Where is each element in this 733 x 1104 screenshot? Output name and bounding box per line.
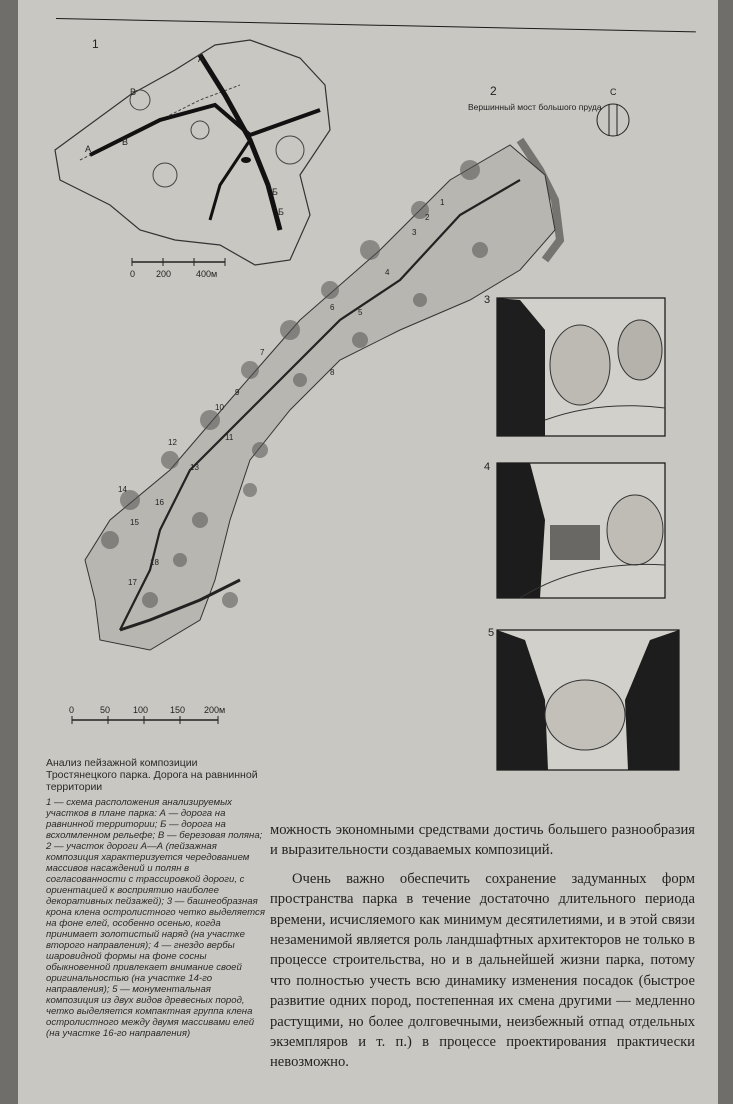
path-number-18: 18 xyxy=(150,558,159,567)
path-number-17: 17 xyxy=(128,578,137,587)
paragraph-continuation: можность экономными средствами достичь большего разнообразия и выразительности создаваемых композиций. xyxy=(270,822,695,859)
caption-body: 1 — схема расположения анализируемых участков в плане парка: А — дорога на равнинной территории; Б — дорога на всхолмленном рельефе; В — березовая поляна; 2 — участок дороги А—А (пейзажная композиция характеризуется чередованием массивов насаждений и полян в согласованности с трассировкой дороги, с ориентацией к восприятию наиболее декоративных пейзажей); 3 — башнеобразная крона клена остролистного четко выделяется на фоне елей, особенно осенью, когда принимает золотистый наряд (на участке второго направления); 4 — гнездо вербы шаровидной формы на фоне сосны обыкновенной привлекает внимание своей оригинальностью (на участке 14-го направления); 5 — монументальная композиция из двух видов древесных пород, четко выделяется компактная группа клена остролистного между двумя массивами елей (на участке 16-го направления) xyxy=(46,797,265,1039)
fig5-number: 5 xyxy=(488,627,495,639)
caption-title: Анализ пейзажной композиции Тростянецкого парка. Дорога на равнинной территории xyxy=(46,757,258,793)
path-number-1: 1 xyxy=(440,198,445,207)
path-number-12: 12 xyxy=(168,438,177,447)
park-plan-figure xyxy=(55,37,330,279)
path-number-5: 5 xyxy=(358,308,363,317)
large-scale-150: 150 xyxy=(170,705,186,715)
figure-caption xyxy=(46,757,266,1039)
large-scale-100: 100 xyxy=(133,705,149,715)
large-scale-200: 200м xyxy=(204,705,226,715)
plan-label-a1: А xyxy=(85,144,92,154)
bridge-label: Вершинный мост большого пруда xyxy=(468,102,602,112)
sketch-4-figure xyxy=(484,461,665,598)
sketch-3-figure xyxy=(484,294,665,436)
path-number-3: 3 xyxy=(412,228,417,237)
path-number-8: 8 xyxy=(330,368,335,377)
small-scale-200: 200 xyxy=(156,269,172,279)
path-number-14: 14 xyxy=(118,485,127,494)
sketch-5-figure xyxy=(488,627,679,770)
body-text xyxy=(270,820,695,1073)
fig2-number: 2 xyxy=(490,84,497,98)
plan-label-b1: Б xyxy=(272,187,278,197)
path-number-9: 9 xyxy=(235,388,240,397)
fig3-number: 3 xyxy=(484,294,491,306)
large-scale-50: 50 xyxy=(100,705,111,715)
path-number-2: 2 xyxy=(425,213,430,222)
path-number-11: 11 xyxy=(225,433,234,442)
fig4-number: 4 xyxy=(484,461,491,473)
plan-label-a2: А xyxy=(198,54,205,64)
small-scale-400: 400м xyxy=(196,269,218,279)
fig1-number: 1 xyxy=(92,37,99,51)
small-scale-0: 0 xyxy=(130,269,136,279)
path-number-4: 4 xyxy=(385,268,390,277)
path-number-15: 15 xyxy=(130,518,139,527)
path-number-7: 7 xyxy=(260,348,265,357)
plan-label-v1: В xyxy=(130,87,137,97)
paragraph-main: Очень важно обеспечить сохранение задуманных форм пространства парка в течение достаточно длительного периода времени, исчисляемого как минимум десятилетиями, и в этой связи незаменимой является роль ландшафтных архитекторов не только в процессе строительства, но и в дальнейшей жизни парка, потому что полностью учесть всю динамику изменения посадок (быстрое развитие одних пород, постепенная их смена другими — медленно растущими, но более долговечными, неизбежный отпад отдельных экземпляров и т. п.) в процессе проектирования практически невозможно. xyxy=(270,870,695,1071)
path-number-16: 16 xyxy=(155,498,164,507)
large-scale-0: 0 xyxy=(69,705,75,715)
section-label: С xyxy=(610,87,617,97)
path-number-6: 6 xyxy=(330,303,335,312)
path-number-13: 13 xyxy=(190,463,199,472)
path-number-10: 10 xyxy=(215,403,224,412)
plan-label-v2: В xyxy=(122,137,129,147)
plan-label-b2: Б xyxy=(278,207,284,217)
